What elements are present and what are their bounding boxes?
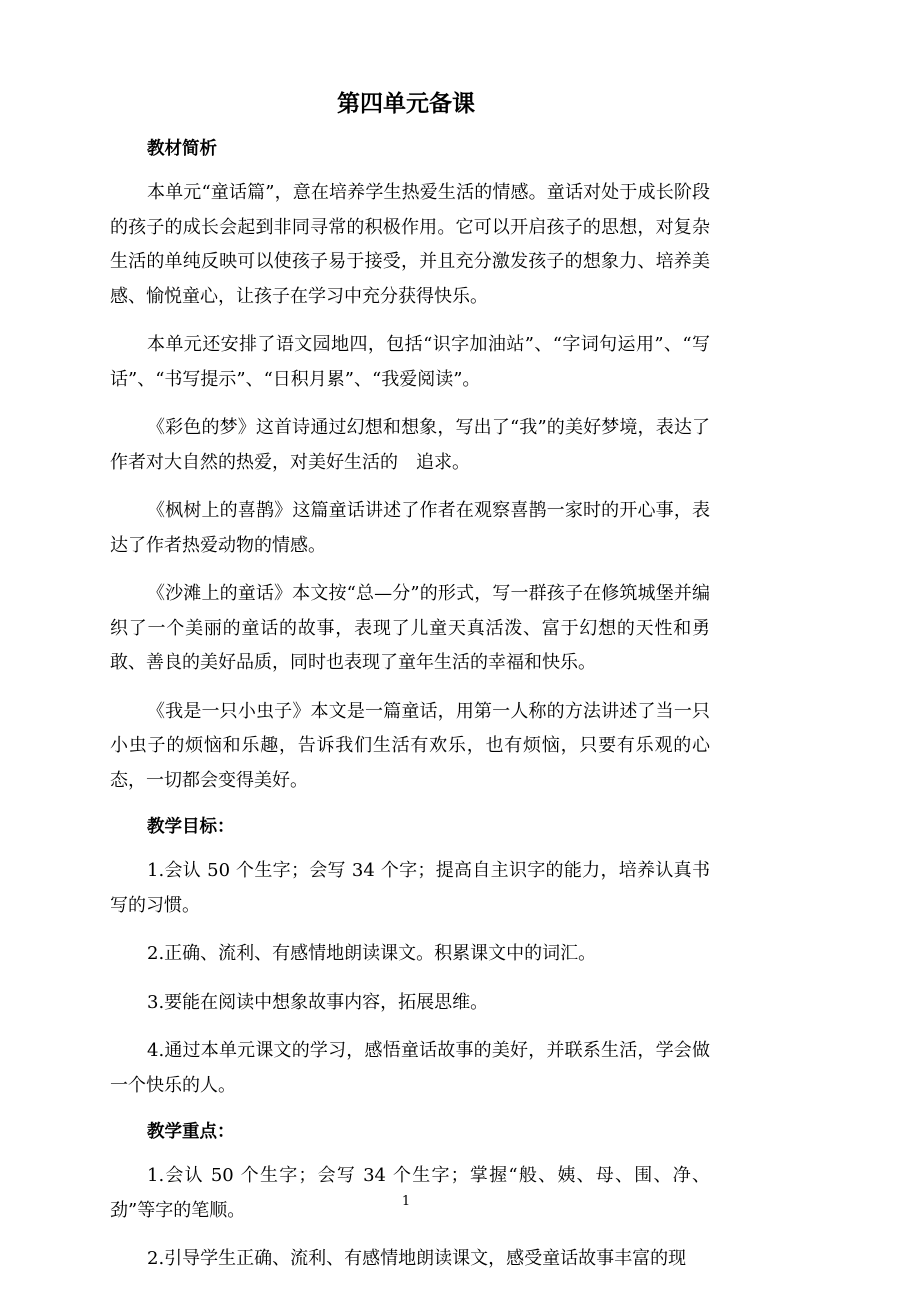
list-item: 1.会认 50 个生字；会写 34 个生字；掌握“般、姨、母、围、净、劲”等字的笔顺。 (110, 1165, 710, 1221)
list-item: 2.引导学生正确、流利、有感情地朗读课文，感受童话故事丰富的现 (147, 1248, 687, 1269)
section-heading-goals: 教学目标： (147, 817, 235, 837)
paragraph: 本单元还安排了语文园地四，包括“识字加油站”、“字词句运用”、“写话”、“书写提示”、“日积月累”、“我爱阅读”。 (110, 334, 710, 390)
document-title: 第四单元备课 (337, 90, 475, 117)
list-item: 4.通过本单元课文的学习，感悟童话故事的美好，并联系生活，学会做一个快乐的人。 (110, 1040, 710, 1096)
list-item: 3.要能在阅读中想象故事内容，拓展思维。 (147, 991, 489, 1013)
list-item: 2.正确、流利、有感情地朗读课文。积累课文中的词汇。 (147, 943, 597, 964)
paragraph: 本单元“童话篇”，意在培养学生热爱生活的情感。童话对处于成长阶段的孩子的成长会起到非同寻常的积极作用。它可以开启孩子的思想，对复杂生活的单纯反映可以使孩子易于接受，并且充分激发孩子的想象力、培养美感、愉悦童心，让孩子在学习中充分获得快乐。 (110, 182, 710, 307)
paragraph: 《我是一只小虫子》本文是一篇童话，用第一人称的方法讲述了当一只小虫子的烦恼和乐趣，告诉我们生活有欢乐，也有烦恼，只要有乐观的心态，一切都会变得美好。 (110, 700, 710, 791)
section-heading-key-points: 教学重点： (147, 1122, 235, 1142)
paragraph: 《沙滩上的童话》本文按“总—分”的形式，写一群孩子在修筑城堡并编织了一个美丽的童话的故事，表现了儿童天真活泼、富于幻想的天性和勇敢、善良的美好品质，同时也表现了童年生活的幸福和快乐。 (110, 583, 710, 673)
paragraph: 《彩色的梦》这首诗通过幻想和想象，写出了“我”的美好梦境，表达了作者对大自然的热爱，对美好生活的 追求。 (110, 417, 710, 473)
page-number: 1 (401, 1194, 411, 1209)
document-body (110, 134, 710, 1291)
section-heading-overview: 教材简析 (147, 139, 217, 159)
paragraph: 《枫树上的喜鹊》这篇童话讲述了作者在观察喜鹊一家时的开心事，表达了作者热爱动物的情感。 (110, 500, 710, 556)
list-item: 1.会认 50 个生字；会写 34 个字；提高自主识字的能力，培养认真书写的习惯。 (110, 860, 710, 916)
